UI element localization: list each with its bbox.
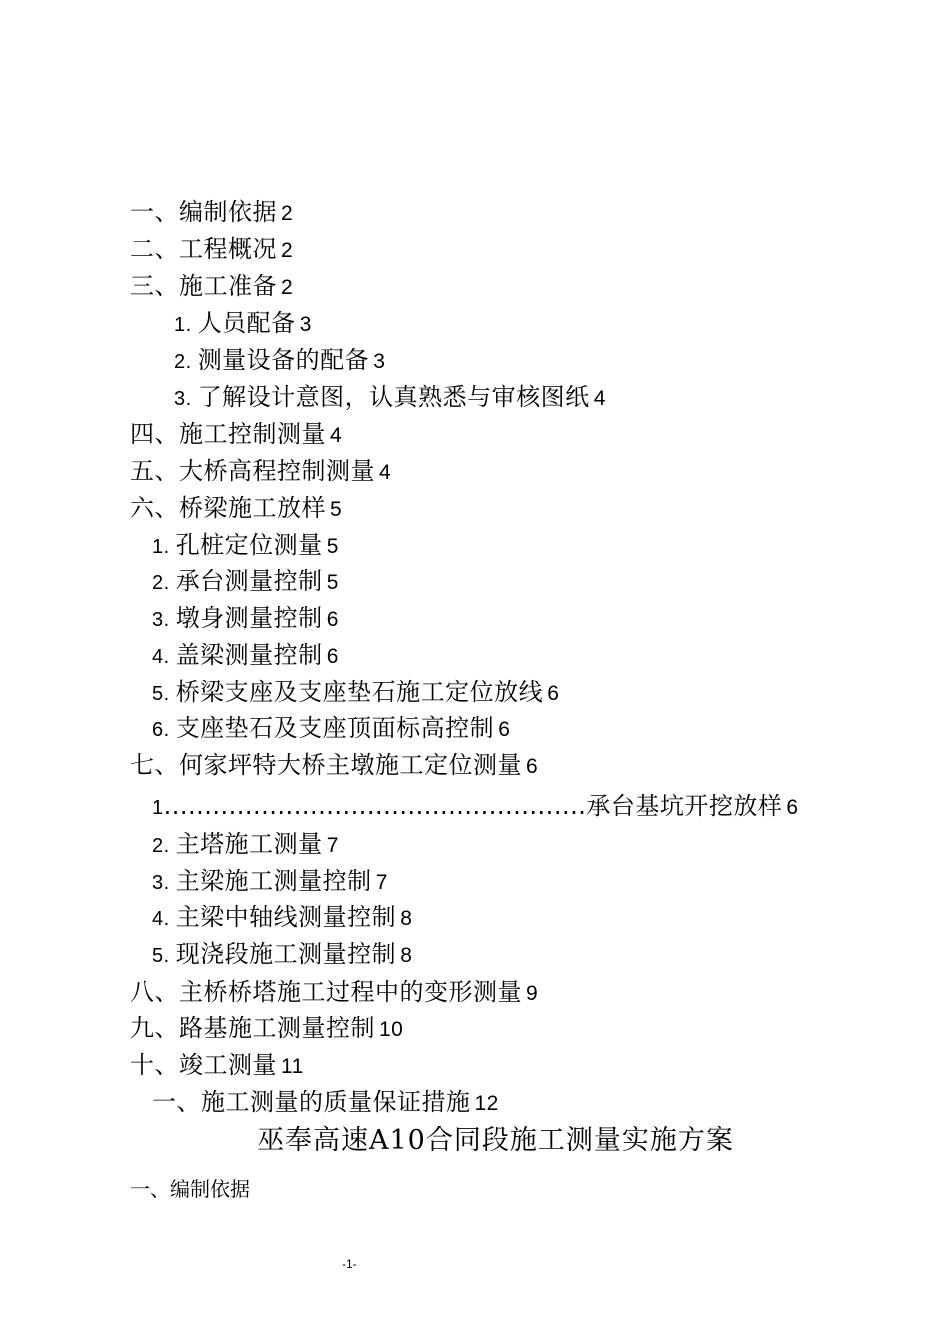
toc-page: 11 <box>281 1055 304 1078</box>
toc-page: 4 <box>593 387 606 410</box>
toc-label: 墩身测量控制 <box>175 604 323 632</box>
toc-number: 3. <box>152 872 170 894</box>
toc-entry-6-1[interactable] <box>152 529 339 563</box>
toc-entry-4[interactable] <box>130 418 342 452</box>
toc-page: 4 <box>379 461 392 484</box>
toc-entry-3[interactable] <box>130 270 293 304</box>
toc-page: 10 <box>379 1018 404 1041</box>
toc-entry-7-5[interactable] <box>152 938 412 972</box>
toc-label: 主塔施工测量 <box>175 830 323 858</box>
toc-entry-6-2[interactable] <box>152 565 339 599</box>
toc-entry-7-4[interactable] <box>152 901 412 935</box>
toc-page: 6 <box>326 608 339 631</box>
toc-number: 5. <box>152 945 170 967</box>
toc-label: 一、施工测量的质量保证措施 <box>152 1088 471 1116</box>
toc-label: 主梁中轴线测量控制 <box>175 903 397 931</box>
toc-entry-6-3[interactable] <box>152 602 339 636</box>
toc-label: 现浇段施工测量控制 <box>175 940 397 968</box>
toc-page: 5 <box>330 498 343 521</box>
toc-entry-7-2[interactable] <box>152 828 339 862</box>
document-title: 巫奉高速A10合同段施工测量实施方案 <box>257 1125 734 1156</box>
toc-page: 6 <box>547 682 560 705</box>
toc-number: 1. <box>174 314 192 336</box>
toc-entry-3-3[interactable] <box>174 381 606 415</box>
toc-entry-2[interactable] <box>130 233 293 267</box>
toc-label: 承台测量控制 <box>175 567 323 595</box>
toc-page: 7 <box>326 834 339 857</box>
toc-number: 2. <box>152 572 170 594</box>
toc-page: 2 <box>281 202 294 225</box>
toc-label: 一、编制依据 <box>130 198 277 226</box>
toc-entry-8[interactable] <box>130 976 538 1010</box>
toc-page: 3 <box>373 350 386 373</box>
toc-number: 2. <box>152 835 170 857</box>
toc-label: 五、大桥高程控制测量 <box>130 457 375 485</box>
toc-number: 3. <box>174 388 192 410</box>
toc-entry-6-5[interactable] <box>152 676 559 710</box>
toc-page: 2 <box>281 239 294 262</box>
page-number: -1- <box>342 1257 357 1271</box>
toc-page: 9 <box>526 982 539 1005</box>
toc-number: 2. <box>174 351 192 373</box>
toc-entry-1[interactable] <box>130 196 293 230</box>
toc-entry-6[interactable] <box>130 492 342 526</box>
toc-number: 6. <box>152 719 170 741</box>
toc-label: 测量设备的配备 <box>197 346 370 374</box>
toc-page: 4 <box>330 424 343 447</box>
toc-page: 12 <box>474 1092 499 1115</box>
toc-label: 二、工程概况 <box>130 235 277 263</box>
toc-page: 5 <box>326 535 339 558</box>
toc-label: 支座垫石及支座顶面标高控制 <box>175 714 495 742</box>
toc-number: 5. <box>152 683 170 705</box>
toc-number: 1. <box>152 536 170 558</box>
toc-page: 8 <box>400 907 413 930</box>
toc-page: 5 <box>326 571 339 594</box>
toc-label: 三、施工准备 <box>130 272 277 300</box>
toc-entry-6-6[interactable] <box>152 712 510 746</box>
toc-label: ....................................................承台基坑开挖放样 <box>163 792 783 820</box>
section-heading: 一、编制依据 <box>130 1177 250 1201</box>
toc-label: 九、路基施工测量控制 <box>130 1014 375 1042</box>
toc-label: 孔桩定位测量 <box>175 531 323 559</box>
toc-page: 7 <box>375 871 388 894</box>
toc-page: 2 <box>281 276 294 299</box>
toc-entry-7-1[interactable] <box>152 790 799 824</box>
toc-label: 了解设计意图，认真熟悉与审核图纸 <box>197 383 590 411</box>
toc-entry-9[interactable] <box>130 1012 403 1046</box>
toc-number: 1 <box>152 797 164 819</box>
toc-label: 六、桥梁施工放样 <box>130 494 326 522</box>
toc-label: 四、施工控制测量 <box>130 420 326 448</box>
toc-page: 6 <box>498 718 511 741</box>
toc-entry-11[interactable] <box>152 1086 499 1120</box>
toc-entry-7[interactable] <box>130 749 538 783</box>
toc-entry-3-2[interactable] <box>174 344 385 378</box>
toc-entry-10[interactable] <box>130 1049 304 1083</box>
toc-page: 6 <box>786 796 799 819</box>
toc-page: 6 <box>326 645 339 668</box>
toc-entry-5[interactable] <box>130 455 391 489</box>
toc-label: 盖梁测量控制 <box>175 641 323 669</box>
toc-label: 八、主桥桥塔施工过程中的变形测量 <box>130 978 522 1006</box>
toc-page: 3 <box>299 313 312 336</box>
toc-number: 3. <box>152 609 170 631</box>
toc-entry-7-3[interactable] <box>152 865 388 899</box>
toc-page: 8 <box>400 944 413 967</box>
toc-label: 七、何家坪特大桥主墩施工定位测量 <box>130 751 522 779</box>
toc-label: 十、竣工测量 <box>130 1051 277 1079</box>
toc-label: 主梁施工测量控制 <box>175 867 372 895</box>
toc-page: 6 <box>526 755 539 778</box>
toc-entry-6-4[interactable] <box>152 639 339 673</box>
toc-number: 4. <box>152 646 170 668</box>
toc-label: 人员配备 <box>197 309 296 337</box>
toc-number: 4. <box>152 908 170 930</box>
toc-label: 桥梁支座及支座垫石施工定位放线 <box>175 678 544 706</box>
toc-entry-3-1[interactable] <box>174 307 312 341</box>
